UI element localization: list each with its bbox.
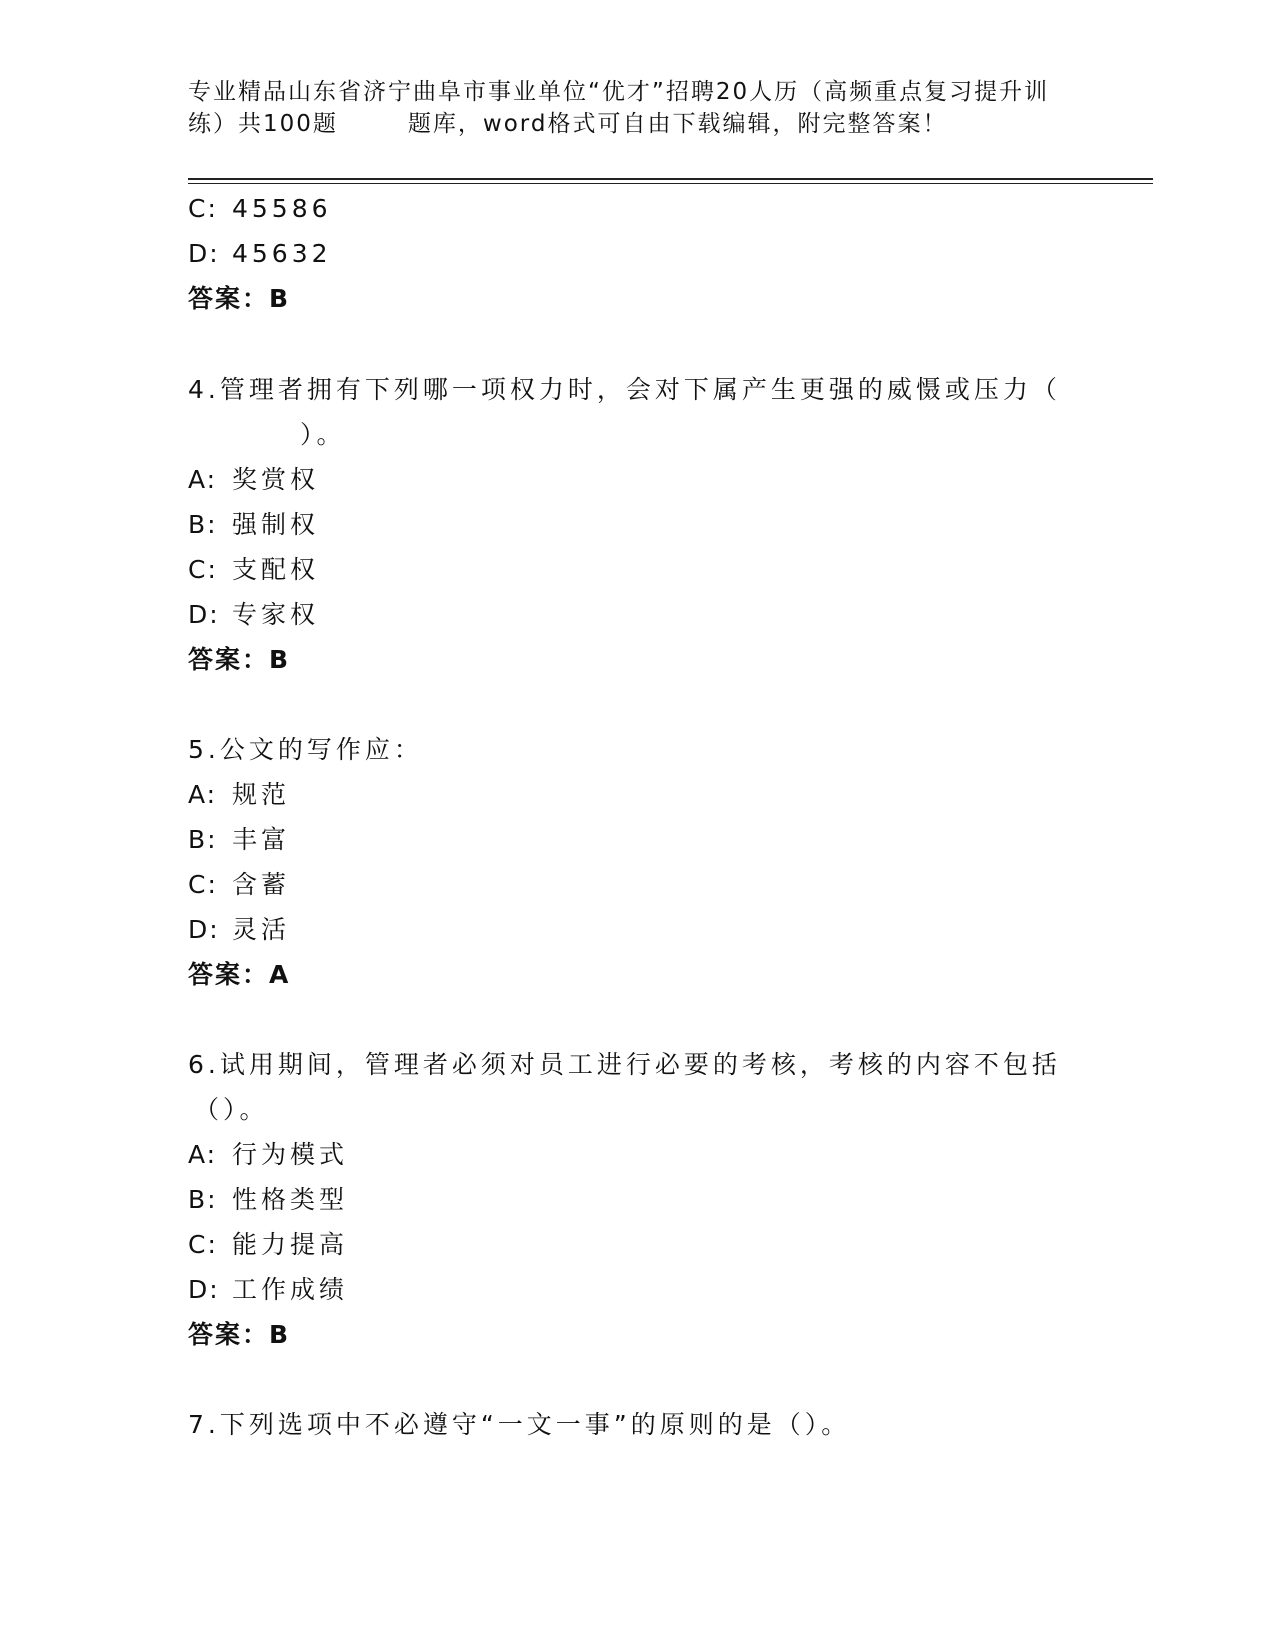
- header-title-line-1: 专业精品山东省济宁曲阜市事业单位“优才”招聘20人历（高频重点复习提升训: [188, 79, 1050, 105]
- option-c: C: 能力提高: [188, 1230, 349, 1259]
- option-c: C: 含蓄: [188, 870, 291, 899]
- answer-line: 答案：B: [188, 645, 291, 674]
- option-a: A: 行为模式: [188, 1140, 349, 1169]
- answer-line: 答案：B: [188, 1320, 291, 1349]
- answer-line: 答案：B: [188, 284, 291, 313]
- question-4-stem: 4.管理者拥有下列哪一项权力时，会对下属产生更强的威慑或压力（: [188, 375, 1061, 404]
- question-7-stem: 7.下列选项中不必遵守“一文一事”的原则的是（）。: [188, 1410, 851, 1439]
- option-d: D: 灵活: [188, 915, 291, 944]
- option-b: B: 强制权: [188, 510, 320, 539]
- option-a: A: 规范: [188, 780, 291, 809]
- option-d: D: 45632: [188, 239, 332, 268]
- header-title-part-a: 练）共100题: [188, 111, 338, 137]
- option-c: C: 45586: [188, 194, 332, 223]
- header-divider-thin: [188, 183, 1153, 184]
- header-divider-thick: [188, 178, 1153, 180]
- question-6-stem: 6.试用期间，管理者必须对员工进行必要的考核，考核的内容不包括: [188, 1050, 1061, 1079]
- question-6-stem-continuation: （）。: [194, 1095, 269, 1124]
- question-5-stem: 5.公文的写作应：: [188, 735, 423, 764]
- question-4-stem-continuation: ）。: [300, 420, 346, 449]
- option-c: C: 支配权: [188, 555, 320, 584]
- option-b: B: 性格类型: [188, 1185, 349, 1214]
- option-b: B: 丰富: [188, 825, 291, 854]
- option-d: D: 专家权: [188, 600, 320, 629]
- option-a: A: 奖赏权: [188, 465, 320, 494]
- option-d: D: 工作成绩: [188, 1275, 349, 1304]
- header-title-part-b: 题库，word格式可自由下载编辑，附完整答案！: [407, 111, 948, 137]
- document-header: [188, 76, 1088, 140]
- header-title-line-2: [188, 108, 1088, 140]
- answer-line: 答案：A: [188, 960, 291, 989]
